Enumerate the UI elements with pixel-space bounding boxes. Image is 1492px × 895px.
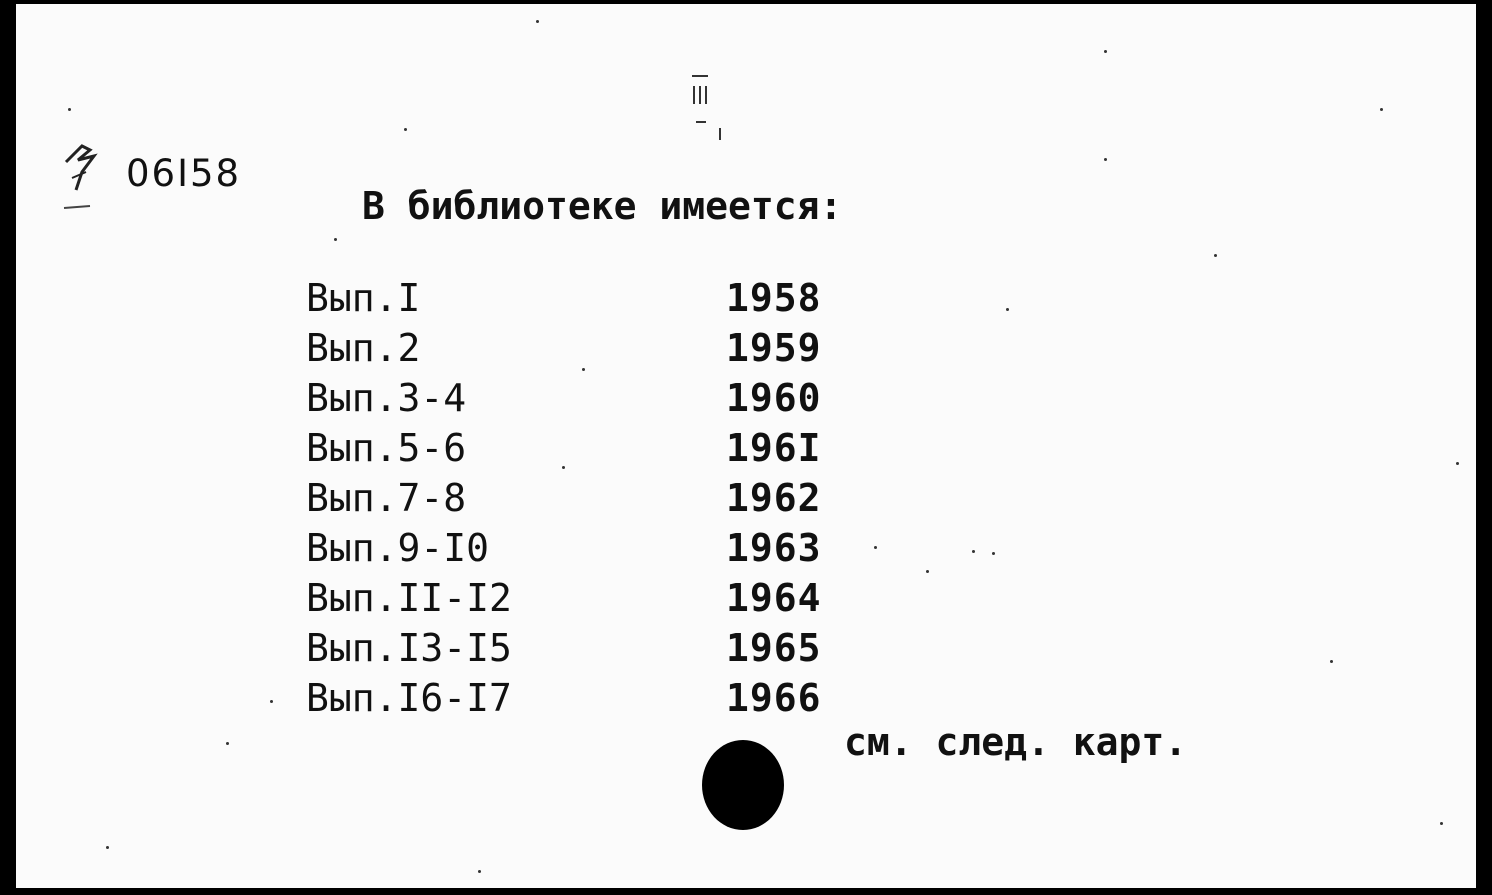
handwritten-mark: [680, 70, 730, 150]
catalog-card: [16, 4, 1476, 888]
speck: [106, 846, 109, 849]
issue-year: 1958: [726, 276, 822, 320]
issue-year: 1960: [726, 376, 822, 420]
speck: [226, 742, 229, 745]
speck: [270, 700, 273, 703]
speck: [992, 552, 995, 555]
issue-label: Вып.I6-I7: [306, 676, 512, 720]
issue-year: 1963: [726, 526, 822, 570]
issue-label: Вып.3-4: [306, 376, 467, 420]
issue-label: Вып.I: [306, 276, 421, 320]
speck: [926, 570, 929, 573]
speck: [536, 20, 539, 23]
issue-label: Вып.I3-I5: [306, 626, 512, 670]
issue-label: Вып.2: [306, 326, 421, 370]
continued-note: см. след. карт.: [844, 720, 1188, 764]
speck: [1214, 254, 1217, 257]
issue-label: Вып.II-I2: [306, 576, 512, 620]
speck: [1006, 308, 1009, 311]
speck: [68, 108, 71, 111]
speck: [334, 238, 337, 241]
issue-year: 196I: [726, 426, 822, 470]
speck: [404, 128, 407, 131]
catalog-number: 06I58: [126, 152, 242, 195]
speck: [1440, 822, 1443, 825]
speck: [1330, 660, 1333, 663]
speck: [1456, 462, 1459, 465]
issue-year: 1962: [726, 476, 822, 520]
issue-label: Вып.9-I0: [306, 526, 490, 570]
speck: [1104, 158, 1107, 161]
issue-year: 1964: [726, 576, 822, 620]
handwritten-shelf-mark: [60, 132, 104, 212]
issue-year: 1965: [726, 626, 822, 670]
issue-year: 1966: [726, 676, 822, 720]
speck: [478, 870, 481, 873]
issue-year: 1959: [726, 326, 822, 370]
issue-label: Вып.5-6: [306, 426, 467, 470]
speck: [1104, 50, 1107, 53]
speck: [972, 550, 975, 553]
speck: [1380, 108, 1383, 111]
punch-hole: [702, 740, 784, 830]
issue-label: Вып.7-8: [306, 476, 467, 520]
speck: [874, 546, 877, 549]
holdings-heading: В библиотеке имеется:: [362, 184, 843, 228]
speck: [562, 466, 565, 469]
speck: [582, 368, 585, 371]
